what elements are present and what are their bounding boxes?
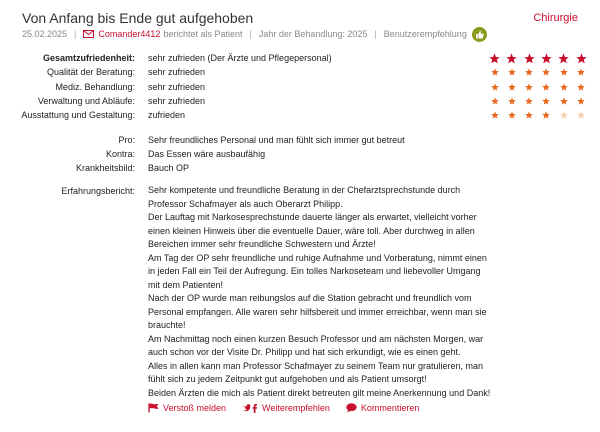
star-filled-icon [491, 68, 499, 76]
star-filled-icon [577, 97, 585, 105]
star-filled-icon [560, 83, 568, 91]
star-filled-icon [560, 97, 568, 105]
thumbs-up-icon [472, 27, 487, 42]
star-filled-icon [525, 111, 533, 119]
author-suffix: berichtet als Patient [163, 29, 243, 39]
recommendation-label: Benutzerempfehlung [383, 29, 467, 39]
illness-value: Bauch OP [148, 163, 190, 174]
report-line: mit dem Patienten! [148, 279, 224, 290]
review-title: Von Anfang bis Ende gut aufgehoben [22, 10, 254, 26]
rating-value: sehr zufrieden [148, 81, 206, 92]
meta-separator: | [74, 29, 77, 39]
report-line: Bereichen immer sehr freundliche Schwestern und Ärzte! [148, 239, 376, 249]
rating-value: sehr zufrieden (Der Ärzte und Pflegepersonal) [148, 53, 332, 63]
meta-separator: | [374, 29, 377, 39]
rating-value: zufrieden [148, 110, 186, 121]
report-text [148, 184, 493, 400]
ratings-table [0, 51, 600, 122]
star-filled-icon [542, 83, 550, 91]
detail-row [0, 147, 600, 161]
meta-separator: | [249, 29, 252, 39]
rating-label: Verwaltung und Abläufe: [37, 95, 135, 106]
rating-row [0, 80, 600, 94]
star-filled-icon [577, 68, 585, 76]
star-filled-icon [491, 97, 499, 105]
review-date: 25.02.2025 [22, 29, 68, 39]
rating-row [0, 94, 600, 108]
report-line: brauchte! [148, 320, 186, 330]
star-filled-icon [542, 111, 550, 119]
star-filled-icon [525, 97, 533, 105]
illness-label: Krankheitsbild: [75, 163, 135, 174]
comment-label: Kommentieren [360, 403, 420, 413]
star-filled-icon [577, 83, 585, 91]
author-link[interactable]: Comander4412 [98, 29, 161, 39]
rating-label: Gesamtzufriedenheit: [42, 53, 135, 63]
star-filled-icon [506, 53, 517, 64]
pro-label: Pro: [118, 135, 135, 145]
star-filled-icon [525, 83, 533, 91]
twitter-facebook-icon [242, 403, 258, 413]
star-filled-icon [508, 111, 516, 119]
pro-value: Sehr freundliches Personal und man fühlt sich immer gut betreut [148, 135, 405, 145]
share-label: Weiterempfehlen [262, 403, 330, 413]
report-line: Nach der OP wurde man reibungslos auf die Station gebracht und freundlich vom [148, 293, 472, 303]
report-line: Am Tag der OP sehr freundliche und ruhige Aufnahme und Vorberatung, nimmt einen [148, 252, 487, 263]
star-filled-icon [525, 68, 533, 76]
star-empty-icon [577, 111, 585, 119]
contra-value: Das Essen wäre ausbaufähig [148, 149, 266, 160]
report-abuse-label: Verstoß melden [163, 403, 227, 413]
category-link[interactable]: Chirurgie [533, 12, 578, 24]
flag-icon [148, 403, 159, 413]
report-line: fühlt sich zu jedem Zeitpunkt gut aufgehoben und als Patient umsorgt! [148, 374, 427, 384]
rating-row [0, 51, 600, 65]
report-line: Sehr kompetente und freundliche Beratung in der Chefarztsprechstunde durch [148, 185, 461, 195]
report-label: Erfahrungsbericht: [61, 186, 135, 196]
star-filled-icon [541, 53, 552, 64]
treatment-year: Jahr der Behandlung: 2025 [258, 29, 368, 39]
report-line: Alles in allen kann man Professor Schafmayer zu seinem Team nur gratulieren, man [148, 360, 483, 371]
star-filled-icon [558, 53, 569, 64]
rating-row [0, 108, 600, 122]
review-meta [22, 27, 487, 41]
star-filled-icon [491, 83, 499, 91]
report-line: Der Lauftag mit Narkosesprechstunde dauerte länger als erwartet, vielleicht vorher [148, 212, 477, 222]
rating-value: sehr zufrieden [148, 95, 206, 106]
report-line: Beiden Ärzten die mich als Patient direkt betreuten gilt meine Anerkennung und Dank! [148, 387, 491, 398]
contra-label: Kontra: [105, 149, 135, 160]
rating-label: Qualität der Beratung: [46, 67, 135, 78]
speech-bubble-icon [346, 403, 357, 413]
report-line: Am Nachmittag noch einen kurzen Besuch Professor und am nächsten Morgen, war [148, 333, 484, 344]
rating-value: sehr zufrieden [148, 67, 206, 78]
report-line: Professor Schafmayer als auch Oberarzt Philipp. [148, 198, 343, 209]
star-filled-icon [489, 53, 500, 64]
share-button[interactable] [242, 403, 330, 413]
report-line: Personal empfangen. Alle waren sehr hilfsbereit und immer erreichbar, wenn man sie [148, 306, 487, 317]
rating-label: Ausstattung und Gestaltung: [21, 110, 135, 121]
details-section [0, 133, 600, 176]
detail-row [0, 133, 600, 147]
star-empty-icon [560, 111, 568, 119]
rating-label: Mediz. Behandlung: [55, 81, 135, 92]
star-filled-icon [542, 97, 550, 105]
star-filled-icon [508, 83, 516, 91]
report-abuse-button[interactable] [148, 403, 226, 413]
report-line: in jeden Fall ein Teil der Aufregung. Ein tolles Narkoseteam und liebevoller Umgang [148, 266, 481, 276]
comment-button[interactable] [346, 403, 420, 413]
star-filled-icon [542, 68, 550, 76]
report-line: einen kleinen Hinweis über die eventuelle Dauer, wäre toll. Aber durchweg in allen [148, 225, 475, 236]
rating-row [0, 65, 600, 79]
mail-icon[interactable] [83, 30, 94, 38]
review-actions [148, 403, 435, 413]
star-filled-icon [508, 68, 516, 76]
detail-row [0, 161, 600, 175]
star-filled-icon [524, 53, 535, 64]
star-filled-icon [508, 97, 516, 105]
star-filled-icon [491, 111, 499, 119]
report-line: auch schon vor der Visite Dr. Philipp und hat sich erkundigt, wie es einen geht. [148, 347, 461, 357]
star-filled-icon [560, 68, 568, 76]
star-filled-icon [576, 53, 587, 64]
